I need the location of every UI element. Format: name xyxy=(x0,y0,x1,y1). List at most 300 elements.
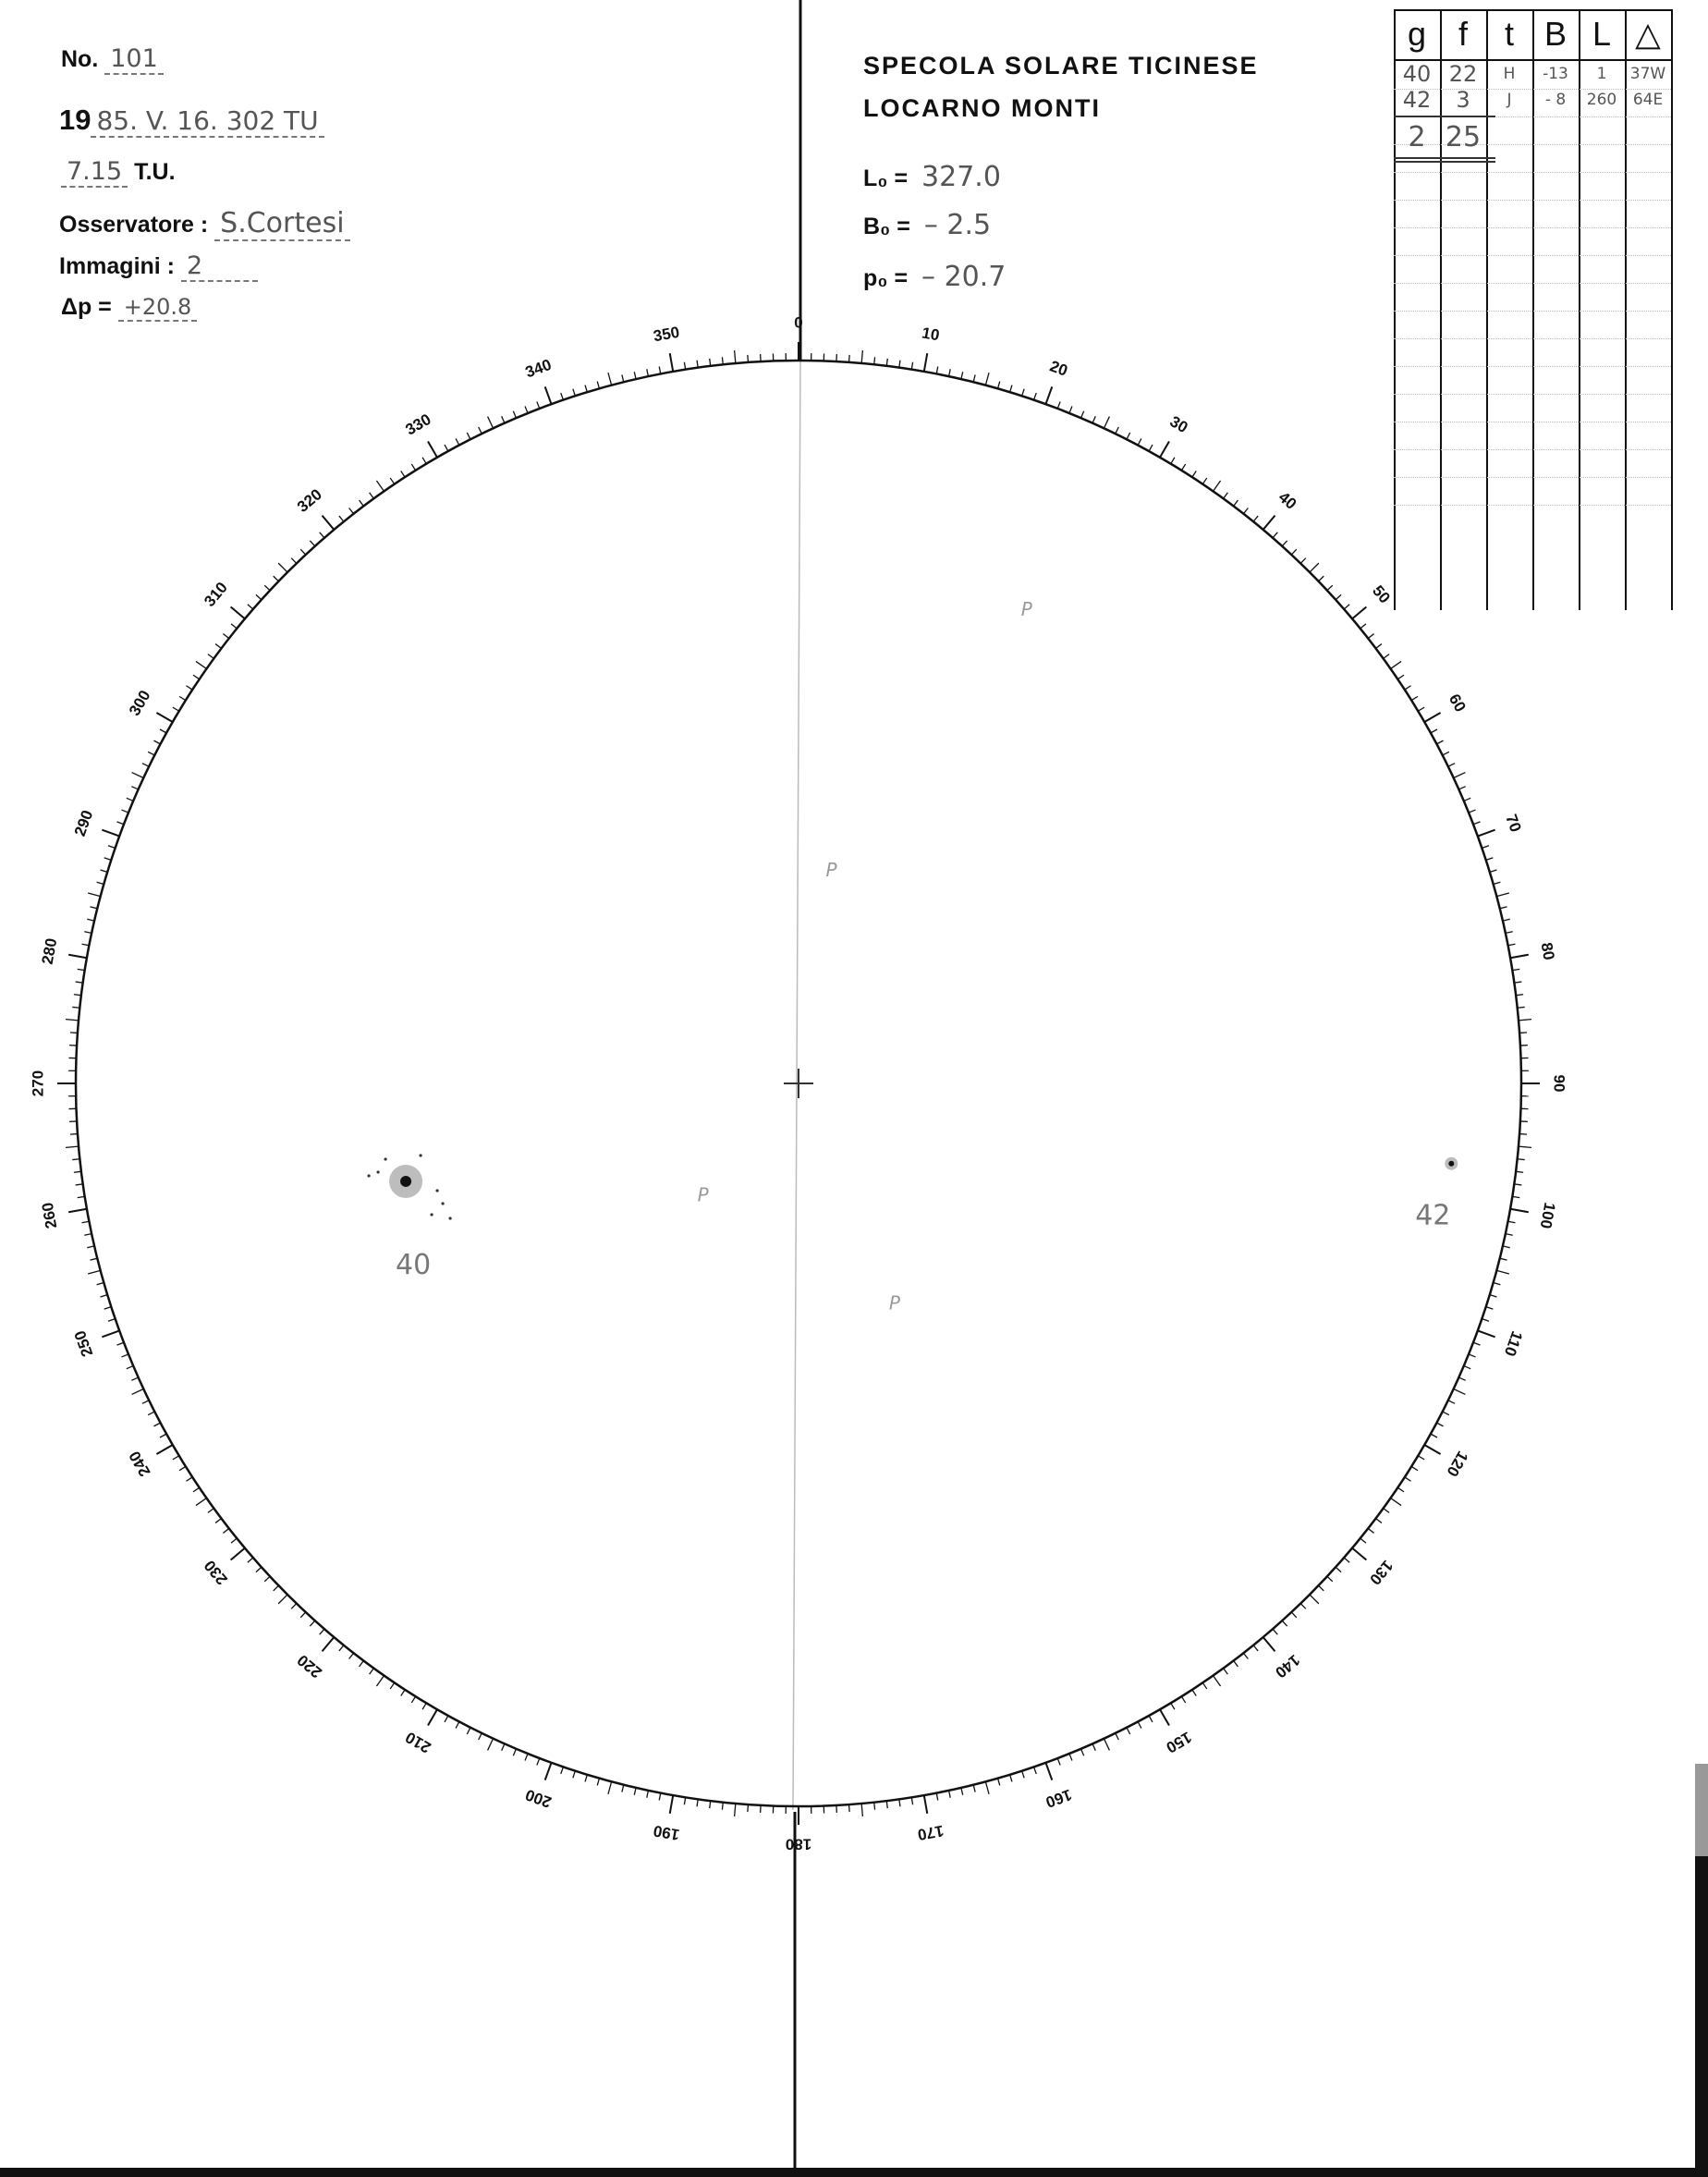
angle-label: 150 xyxy=(1163,1728,1195,1757)
table-header-cell: t xyxy=(1504,15,1514,53)
table-header-cell: B xyxy=(1543,15,1567,53)
angle-tick xyxy=(1310,563,1319,572)
angle-label: 50 xyxy=(1369,581,1394,607)
angle-tick xyxy=(1512,969,1519,970)
angle-tick xyxy=(1496,1270,1509,1274)
table-ruled-line xyxy=(1394,255,1671,256)
angle-tick xyxy=(1469,810,1475,813)
time-value: 7.15 xyxy=(61,157,128,188)
angle-tick xyxy=(748,1804,749,1812)
angle-tick xyxy=(1510,1209,1529,1212)
angle-label: 350 xyxy=(652,323,681,346)
angle-tick xyxy=(1116,427,1119,434)
sunspot-pore xyxy=(430,1213,433,1216)
table-ruled-line xyxy=(1394,366,1671,367)
table-data-cell: 37W xyxy=(1629,65,1666,83)
angle-tick xyxy=(160,729,166,733)
angle-tick xyxy=(1127,433,1130,439)
angle-tick xyxy=(1436,1423,1443,1426)
angle-tick xyxy=(488,417,494,429)
angle-label: 290 xyxy=(70,807,97,839)
angle-tick xyxy=(88,893,101,897)
angle-tick xyxy=(537,1758,540,1765)
angle-tick xyxy=(634,372,636,379)
angle-label: 220 xyxy=(294,1651,325,1682)
angle-tick xyxy=(622,374,624,382)
angle-tick xyxy=(1443,1412,1449,1415)
scan-edge-light xyxy=(1695,1764,1708,1856)
angle-tick xyxy=(1069,407,1072,413)
angle-tick xyxy=(537,401,540,408)
angle-tick xyxy=(1319,576,1324,581)
angle-tick xyxy=(310,541,314,546)
angle-tick xyxy=(973,1785,975,1792)
sunspot-umbra xyxy=(1448,1161,1454,1167)
angle-tick xyxy=(401,1690,405,1696)
angle-label: 70 xyxy=(1502,812,1525,835)
angle-tick xyxy=(1092,416,1095,422)
angle-tick xyxy=(1448,1400,1455,1404)
sunspot-groups xyxy=(367,1154,1458,1281)
angle-tick xyxy=(1503,1246,1510,1248)
angle-tick xyxy=(1490,1295,1497,1297)
angle-tick xyxy=(1516,995,1523,996)
angle-tick xyxy=(156,713,172,722)
angle-tick xyxy=(148,752,154,755)
angle-tick xyxy=(1368,1528,1373,1533)
angle-tick xyxy=(1243,508,1248,513)
angle-tick xyxy=(1149,1716,1153,1722)
angle-tick xyxy=(1234,1661,1238,1667)
angle-tick xyxy=(231,1538,237,1543)
angle-tick xyxy=(1478,1330,1495,1337)
angle-tick xyxy=(502,416,505,422)
angle-tick xyxy=(670,1795,673,1814)
time-suffix: T.U. xyxy=(134,159,176,185)
angle-tick xyxy=(223,634,228,639)
angle-tick xyxy=(911,362,912,370)
angle-tick xyxy=(422,1703,426,1709)
angle-tick xyxy=(256,594,262,599)
angle-tick xyxy=(1081,411,1084,418)
angle-tick xyxy=(961,1788,963,1795)
angle-tick xyxy=(131,1377,138,1380)
angle-label: 140 xyxy=(1272,1651,1303,1682)
angle-tick xyxy=(1506,1234,1513,1236)
sunspot-pore xyxy=(384,1157,386,1160)
b0-label: B₀ = xyxy=(863,214,910,239)
facula-marker: P xyxy=(697,1183,709,1206)
angle-tick xyxy=(1034,393,1037,400)
angle-tick xyxy=(1291,1612,1296,1618)
angle-tick xyxy=(1436,740,1443,744)
angle-tick xyxy=(1092,1743,1095,1750)
angle-tick xyxy=(186,686,192,690)
angle-tick xyxy=(131,787,138,789)
angle-tick xyxy=(1310,1595,1319,1604)
angle-tick xyxy=(68,955,87,958)
angle-tick xyxy=(310,1621,314,1626)
angle-tick xyxy=(1368,634,1373,639)
faculae-markers xyxy=(698,598,1033,1315)
angle-tick xyxy=(1214,1676,1221,1686)
angle-tick xyxy=(179,1466,186,1470)
angle-tick xyxy=(401,471,405,477)
angle-tick xyxy=(467,433,470,439)
angle-tick xyxy=(278,563,287,572)
angle-tick xyxy=(300,1612,305,1618)
angle-tick xyxy=(936,367,938,374)
angle-tick xyxy=(1458,787,1465,789)
p0-value: – 20.7 xyxy=(921,261,1006,293)
images-label: Immagini : xyxy=(59,253,176,279)
angle-tick xyxy=(102,830,119,837)
angle-tick xyxy=(1138,1721,1141,1728)
angle-tick xyxy=(1352,606,1366,618)
angle-tick xyxy=(74,1171,81,1172)
angle-tick xyxy=(97,882,104,884)
angle-tick xyxy=(1181,1696,1185,1703)
table-data-cell: 1 xyxy=(1596,65,1607,83)
angle-tick xyxy=(1069,1754,1072,1760)
angle-tick xyxy=(1458,1377,1465,1380)
angle-label: 250 xyxy=(70,1327,97,1360)
table-data-cell: - 8 xyxy=(1544,91,1567,109)
angle-label: 240 xyxy=(125,1448,154,1480)
angle-label: 60 xyxy=(1445,691,1470,715)
angle-tick xyxy=(88,1270,101,1274)
angle-tick xyxy=(1376,644,1382,649)
angle-label: 110 xyxy=(1500,1328,1527,1359)
angle-tick xyxy=(1202,478,1206,484)
angle-tick xyxy=(1057,1758,1060,1765)
angle-tick xyxy=(256,1567,262,1572)
angle-tick xyxy=(973,374,975,382)
angle-tick xyxy=(597,382,599,389)
angle-tick xyxy=(525,1754,528,1760)
sunspot-pore xyxy=(367,1174,370,1177)
angle-tick xyxy=(513,1749,516,1755)
angle-tick xyxy=(215,644,221,649)
number-label: No. xyxy=(61,46,99,72)
angle-tick xyxy=(456,1721,459,1728)
angle-tick xyxy=(1454,1388,1466,1394)
table-data-cell: 64E xyxy=(1632,91,1664,109)
angle-tick xyxy=(90,907,97,909)
angle-label: 190 xyxy=(652,1821,681,1844)
angle-tick xyxy=(1081,1749,1084,1755)
angle-tick xyxy=(1104,417,1109,429)
angle-tick xyxy=(1045,386,1052,404)
angle-tick xyxy=(82,944,90,946)
angle-tick xyxy=(513,411,516,418)
angle-label: 230 xyxy=(201,1557,231,1588)
angle-tick xyxy=(300,549,305,555)
angle-tick xyxy=(349,508,354,513)
table-ruled-line xyxy=(1394,338,1671,339)
angle-tick xyxy=(428,441,437,457)
angle-tick xyxy=(1384,1509,1389,1513)
angle-tick xyxy=(1503,919,1510,921)
angle-tick xyxy=(936,1793,938,1801)
angle-tick xyxy=(1518,1007,1525,1008)
sunspot-pore xyxy=(419,1154,421,1156)
angle-label: 0 xyxy=(794,313,803,332)
angle-tick xyxy=(634,1788,636,1795)
table-data-cell: 260 xyxy=(1586,91,1617,109)
angle-tick xyxy=(1282,1621,1287,1626)
angle-tick xyxy=(467,1728,470,1734)
angle-tick xyxy=(142,764,149,767)
angle-tick xyxy=(488,1739,494,1751)
angle-tick xyxy=(1486,1307,1494,1309)
table-header-cell: g xyxy=(1407,15,1427,53)
angle-tick xyxy=(153,1423,160,1426)
angle-tick xyxy=(102,1330,119,1337)
angle-tick xyxy=(1514,1184,1521,1185)
angle-tick xyxy=(78,969,85,970)
angle-tick xyxy=(370,1669,374,1674)
facula-marker: P xyxy=(888,1291,900,1315)
angle-tick xyxy=(1448,764,1455,767)
table-ruled-line xyxy=(1394,394,1671,395)
angle-tick xyxy=(722,1803,723,1810)
angle-tick xyxy=(1022,389,1024,397)
sunspot-pore xyxy=(435,1189,438,1192)
angle-label: 210 xyxy=(402,1728,434,1757)
angle-tick xyxy=(1514,982,1521,983)
angle-tick xyxy=(76,1184,83,1185)
angle-tick xyxy=(1344,605,1349,609)
angle-tick xyxy=(1500,907,1507,909)
angle-tick xyxy=(78,1196,85,1197)
angle-tick xyxy=(985,373,989,385)
angle-label: 90 xyxy=(1550,1074,1568,1093)
angle-label: 80 xyxy=(1537,941,1558,962)
angle-tick xyxy=(735,350,736,363)
angle-tick xyxy=(1473,822,1480,825)
angle-tick xyxy=(1490,870,1497,872)
angle-tick xyxy=(545,1763,552,1780)
b0-value: – 2.5 xyxy=(923,209,992,241)
angle-tick xyxy=(231,1548,245,1560)
angle-tick xyxy=(1300,558,1306,564)
angle-tick xyxy=(874,1803,875,1810)
angle-tick xyxy=(502,1743,505,1750)
facula-marker: P xyxy=(1020,597,1032,620)
angle-tick xyxy=(116,1342,123,1345)
angle-tick xyxy=(322,1637,334,1651)
sunspot-pore xyxy=(441,1202,444,1205)
institution-location: LOCARNO MONTI xyxy=(863,94,1101,122)
angle-tick xyxy=(132,773,144,778)
angle-tick xyxy=(697,1799,698,1806)
angle-tick xyxy=(1352,1548,1366,1560)
angle-tick xyxy=(1478,830,1495,837)
angle-tick xyxy=(1510,955,1529,958)
angle-tick xyxy=(390,1682,394,1689)
sunspot-pore xyxy=(448,1217,451,1219)
table-total-cell: 25 xyxy=(1445,120,1482,153)
angle-tick xyxy=(291,558,297,564)
angle-tick xyxy=(82,1221,90,1223)
angle-tick xyxy=(101,870,108,872)
number-value: 101 xyxy=(104,44,164,75)
angle-tick xyxy=(108,1319,116,1322)
angle-tick xyxy=(924,353,927,372)
angle-tick xyxy=(87,1246,94,1248)
angle-tick xyxy=(1273,1629,1277,1634)
angle-label: 200 xyxy=(522,1785,555,1812)
angle-tick xyxy=(479,1733,482,1740)
table-data-cell: 42 xyxy=(1402,87,1432,113)
angle-tick xyxy=(1397,675,1404,679)
angle-tick xyxy=(1405,1477,1411,1481)
angle-tick xyxy=(1243,1653,1248,1658)
angle-label: 320 xyxy=(294,485,325,516)
angle-tick xyxy=(122,810,128,813)
angle-tick xyxy=(899,361,900,368)
angle-tick xyxy=(735,1804,736,1816)
angle-tick xyxy=(208,654,214,659)
angle-tick xyxy=(127,1366,133,1369)
angle-tick xyxy=(1010,385,1012,393)
angle-tick xyxy=(899,1799,900,1806)
angle-tick xyxy=(264,1576,270,1581)
angle-tick xyxy=(1473,1342,1480,1345)
angle-tick xyxy=(1291,549,1296,555)
angle-tick xyxy=(87,919,94,921)
angle-tick xyxy=(1116,1733,1119,1740)
angle-tick xyxy=(1518,1159,1525,1160)
angle-tick xyxy=(1263,1637,1275,1651)
angle-tick xyxy=(1160,441,1169,457)
angle-tick xyxy=(1508,1221,1516,1223)
l0-label: L₀ = xyxy=(863,165,909,191)
angle-tick xyxy=(608,373,612,385)
table-data-cell: 22 xyxy=(1448,61,1478,87)
p0-label: p₀ = xyxy=(863,265,909,291)
angle-label: 20 xyxy=(1047,357,1070,380)
scan-bottom-edge xyxy=(0,2168,1708,2177)
angle-tick xyxy=(116,822,123,825)
angle-label: 120 xyxy=(1443,1448,1472,1480)
table-total-cell: 2 xyxy=(1408,120,1426,153)
angle-tick xyxy=(1360,1538,1366,1543)
angle-tick xyxy=(223,1528,228,1533)
angle-tick xyxy=(597,1779,599,1786)
angle-tick xyxy=(861,350,862,363)
angle-tick xyxy=(1519,1134,1527,1135)
angle-tick xyxy=(76,982,83,983)
angle-tick xyxy=(1500,1258,1507,1260)
angle-tick xyxy=(961,372,963,379)
angle-tick xyxy=(84,1234,92,1236)
angle-tick xyxy=(911,1797,912,1804)
angle-tick xyxy=(1391,1498,1401,1506)
angle-tick xyxy=(1171,1703,1175,1709)
angle-tick xyxy=(1034,1767,1037,1774)
angle-tick xyxy=(1336,1567,1341,1572)
angle-tick xyxy=(248,605,253,609)
angle-label: 40 xyxy=(1275,488,1300,513)
angle-tick xyxy=(849,355,850,362)
angle-label: 270 xyxy=(29,1070,47,1097)
angle-tick xyxy=(1282,541,1287,546)
angle-tick xyxy=(659,367,661,374)
angle-tick xyxy=(1424,1445,1440,1454)
table-total-double-underline xyxy=(1394,161,1495,163)
table-ruled-line xyxy=(1394,449,1671,450)
angle-tick xyxy=(1418,1456,1424,1460)
angle-tick xyxy=(561,1767,564,1774)
angle-label: 310 xyxy=(201,579,231,610)
angle-tick xyxy=(1411,1466,1418,1470)
angle-tick xyxy=(1171,458,1175,464)
angle-tick xyxy=(411,464,415,471)
angle-label: 280 xyxy=(38,936,61,966)
angle-tick xyxy=(1360,624,1366,629)
angle-tick xyxy=(320,532,324,538)
angle-tick xyxy=(1214,481,1221,491)
angle-tick xyxy=(72,1159,79,1160)
angle-tick xyxy=(173,1456,179,1460)
angle-tick xyxy=(573,389,575,397)
angle-tick xyxy=(153,740,160,744)
angle-tick xyxy=(886,1801,887,1808)
angle-tick xyxy=(608,1781,612,1794)
angle-tick xyxy=(1327,1576,1333,1581)
angle-tick xyxy=(998,1779,1000,1786)
angle-tick xyxy=(1273,532,1277,538)
angle-tick xyxy=(545,386,552,404)
angle-tick xyxy=(68,1209,87,1212)
angle-tick xyxy=(1010,1775,1012,1782)
angle-label: 10 xyxy=(920,324,941,345)
angle-tick xyxy=(585,385,587,393)
angle-tick xyxy=(274,576,279,581)
angle-tick xyxy=(1344,1558,1349,1562)
angle-tick xyxy=(1397,1487,1404,1491)
angle-tick xyxy=(1424,713,1440,722)
l0-value: 327.0 xyxy=(921,161,1001,193)
table-data-cell: J xyxy=(1507,91,1512,109)
angle-tick xyxy=(104,1307,112,1309)
angle-tick xyxy=(1384,654,1389,659)
angle-tick xyxy=(1519,1020,1531,1021)
angle-tick xyxy=(445,1716,448,1722)
angle-tick xyxy=(376,1676,384,1686)
angle-tick xyxy=(659,1793,661,1801)
group-number-label: 42 xyxy=(1415,1199,1451,1232)
observer-label: Osservatore : xyxy=(59,212,209,238)
angle-tick xyxy=(861,1804,862,1816)
angle-tick xyxy=(291,1604,297,1609)
angle-tick xyxy=(998,382,1000,389)
angle-tick xyxy=(1057,401,1060,408)
angle-label: 300 xyxy=(125,687,154,719)
angle-tick xyxy=(1494,882,1501,884)
angle-tick xyxy=(1519,1146,1531,1147)
angle-tick xyxy=(710,359,711,366)
angle-tick xyxy=(647,1791,649,1798)
table-ruled-line xyxy=(1394,172,1671,173)
angle-tick xyxy=(445,445,448,451)
angle-tick xyxy=(1418,707,1424,711)
table-header-cell: f xyxy=(1458,15,1468,53)
date-prefix: 19 xyxy=(59,104,92,136)
angle-label: 170 xyxy=(916,1821,946,1844)
